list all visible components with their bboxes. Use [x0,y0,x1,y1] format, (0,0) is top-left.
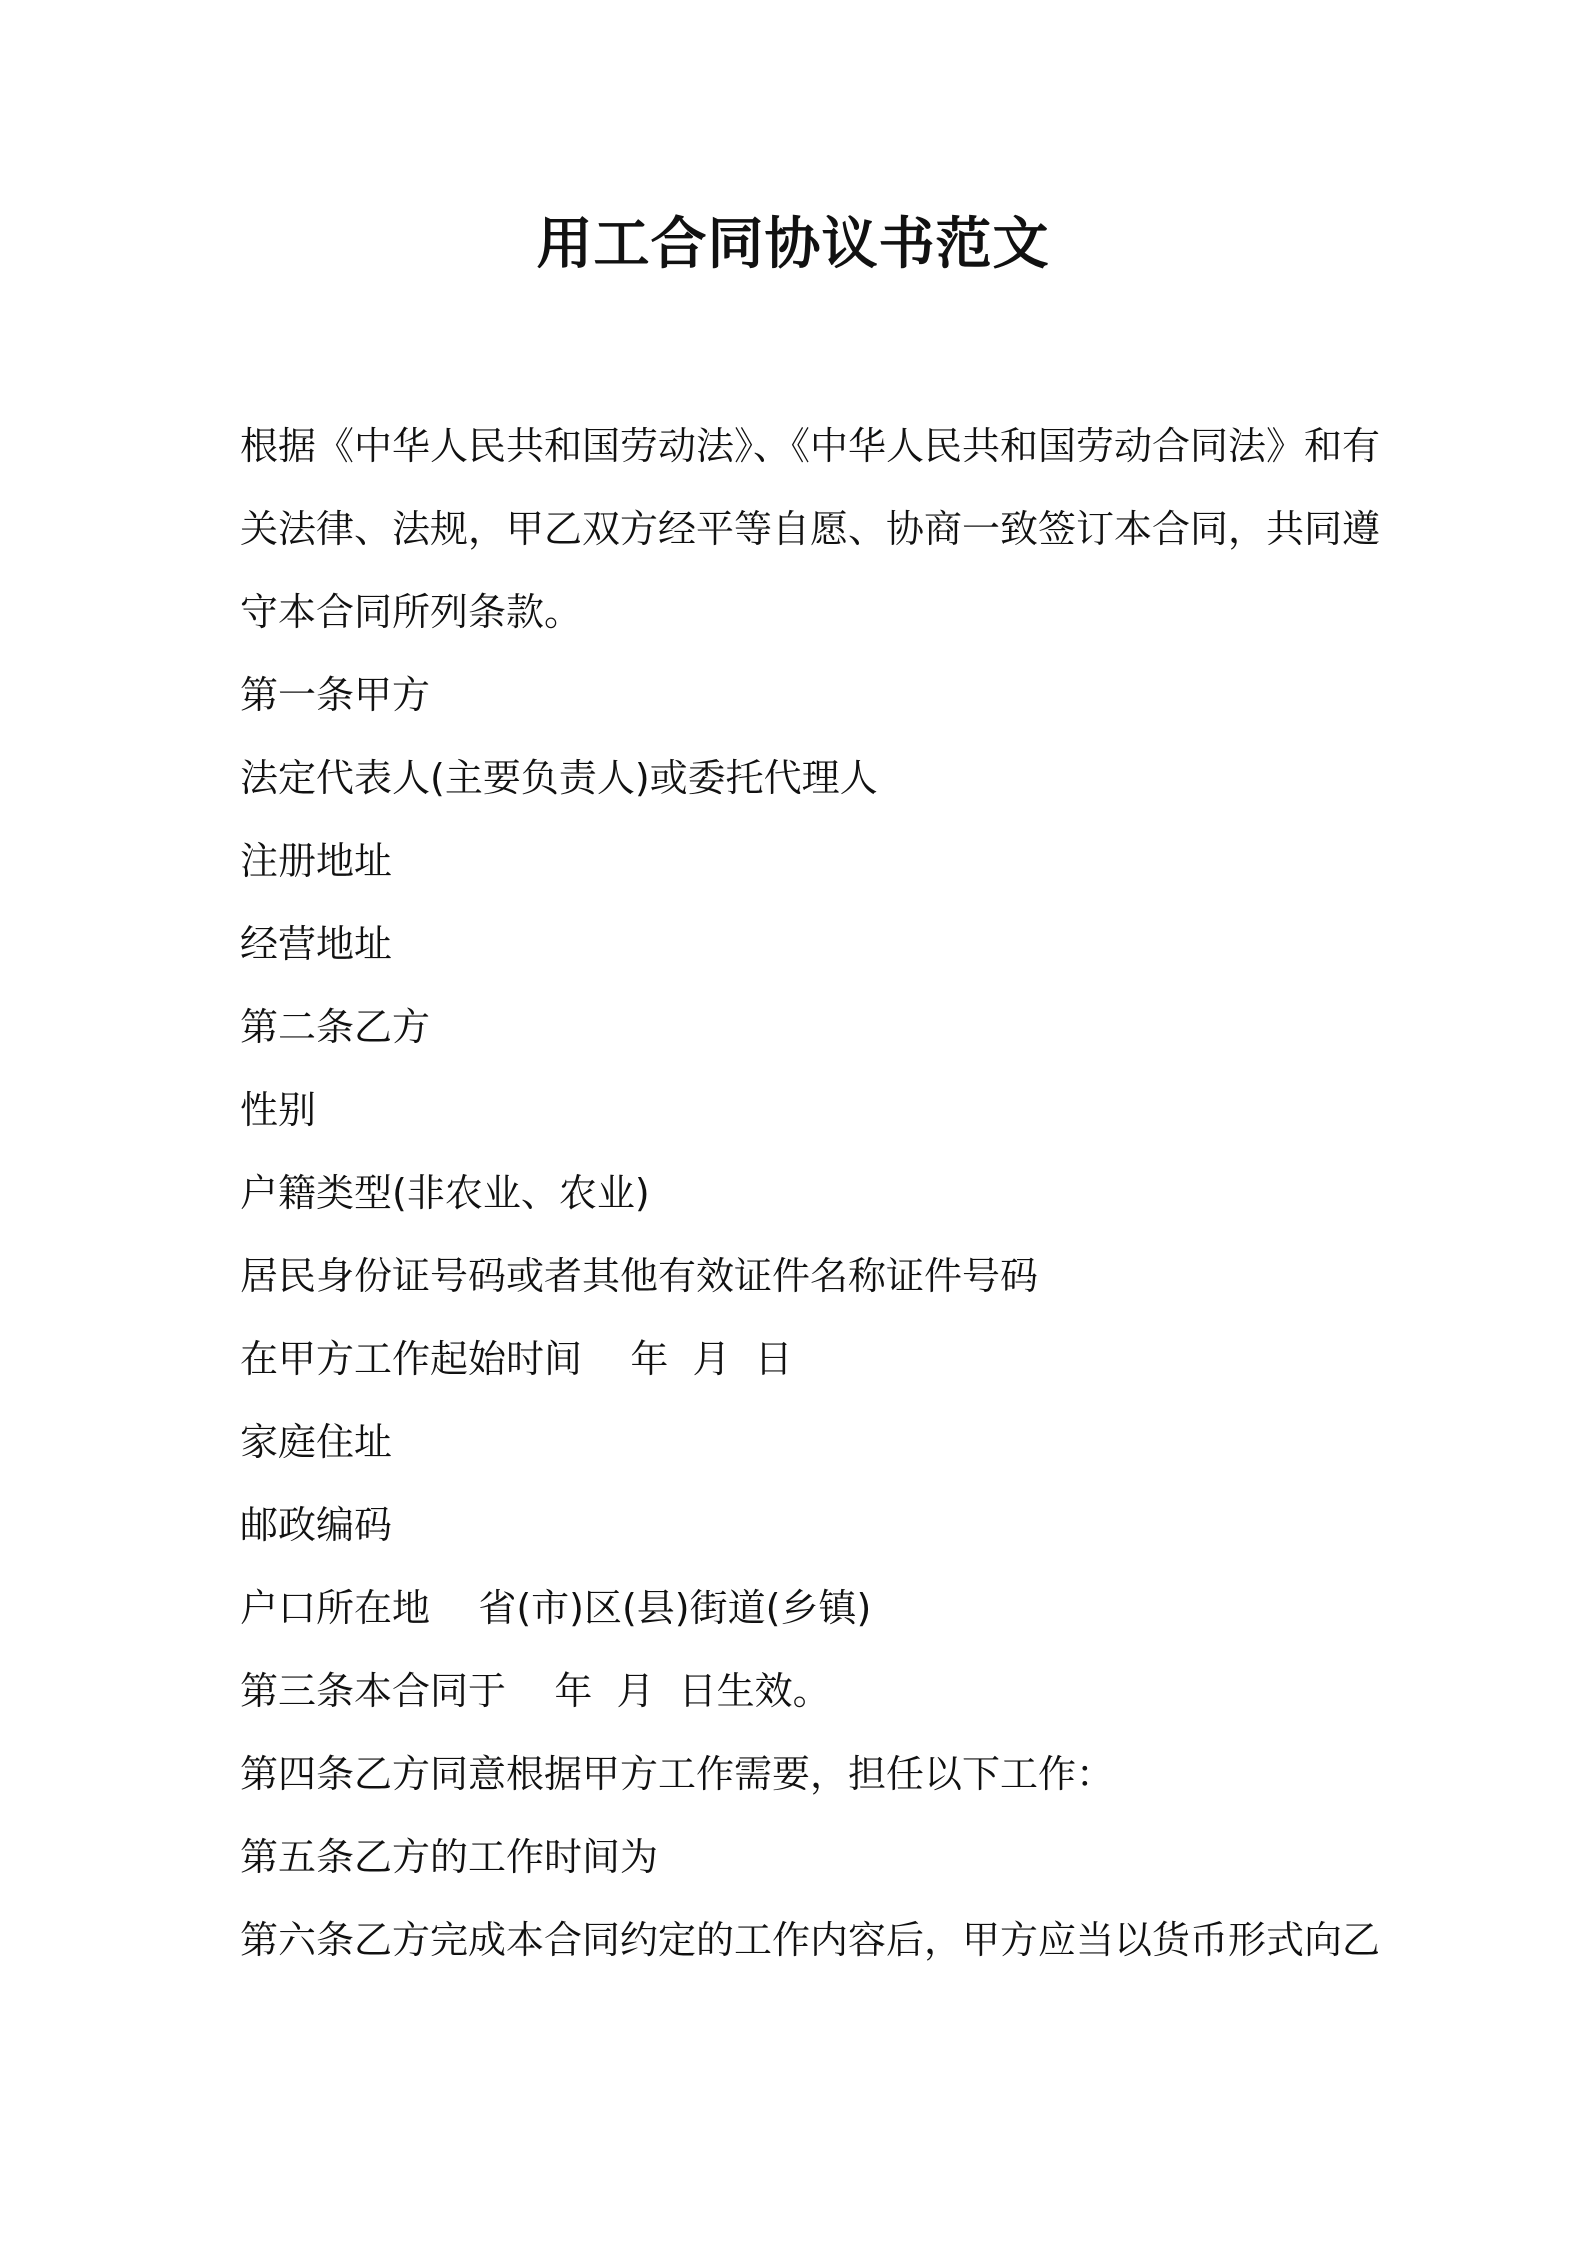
household-type-line: 户籍类型(非农业、农业) [240,1171,650,1215]
article-1-party-a: 第一条甲方 [240,673,431,717]
start-date-line: 在甲方工作起始时间 年 月 日 [240,1337,793,1381]
household-location-line: 户口所在地 省(市)区(县)街道(乡镇) [240,1586,872,1630]
intro-line-1: 根据《中华人民共和国劳动法》、《中华人民共和国劳动合同法》和有 [240,424,1381,468]
registered-address-line: 注册地址 [240,839,393,883]
home-address-line: 家庭住址 [240,1420,393,1464]
article-4-job-assignment: 第四条乙方同意根据甲方工作需要，担任以下工作： [240,1752,1115,1796]
id-number-line: 居民身份证号码或者其他有效证件名称证件号码 [240,1254,1039,1298]
article-5-working-time: 第五条乙方的工作时间为 [240,1835,659,1879]
article-2-party-b: 第二条乙方 [240,1005,431,1049]
article-3-effective-date: 第三条本合同于 年 月 日生效。 [240,1669,831,1713]
article-6-payment: 第六条乙方完成本合同约定的工作内容后，甲方应当以货币形式向乙 [240,1918,1381,1962]
legal-representative-line: 法定代表人(主要负责人)或委托代理人 [240,756,878,800]
document-body [240,405,1381,1982]
gender-line: 性别 [240,1088,317,1132]
document-title: 用工合同协议书范文 [536,212,1050,277]
intro-line-3: 守本合同所列条款。 [240,590,583,634]
postal-code-line: 邮政编码 [240,1503,393,1547]
intro-line-2: 关法律、法规，甲乙双方经平等自愿、协商一致签订本合同，共同遵 [240,507,1381,551]
business-address-line: 经营地址 [240,922,393,966]
